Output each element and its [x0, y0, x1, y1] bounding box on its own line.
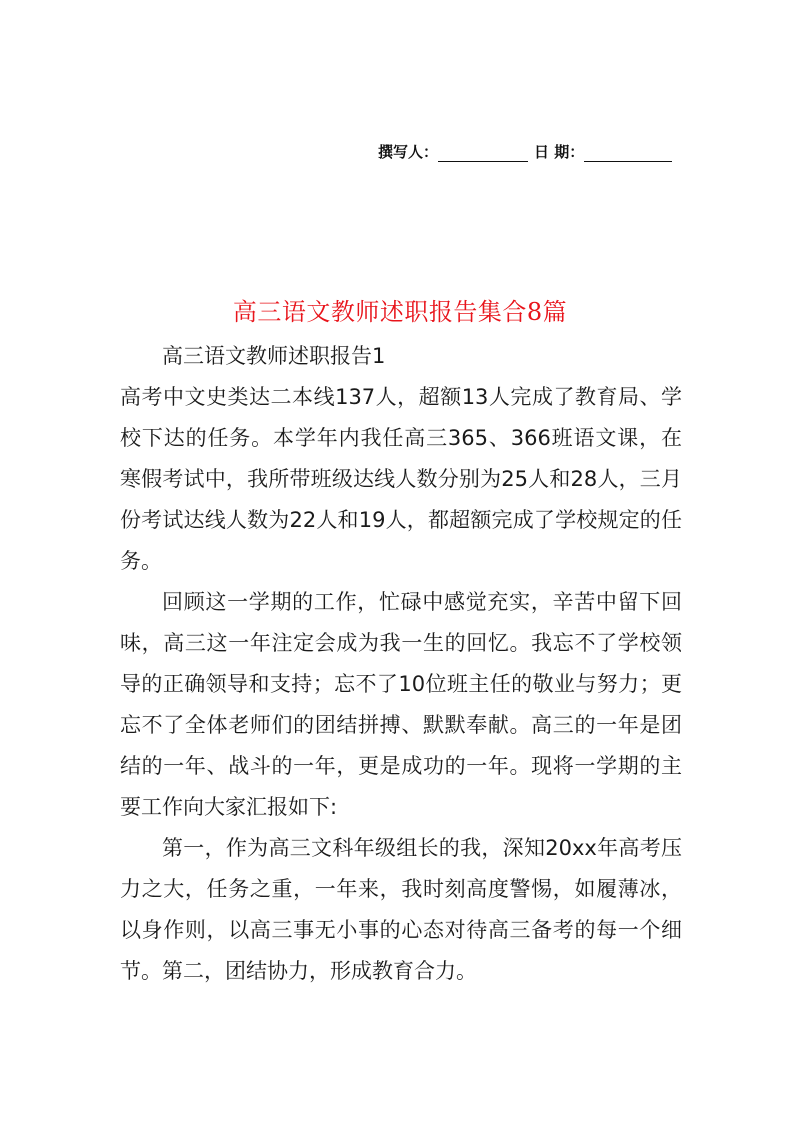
date-blank-line — [584, 143, 672, 162]
paragraph-1: 高考中文史类达二本线137人，超额13人完成了教育局、学校下达的任务。本学年内我任高三365、366班语文课，在寒假考试中，我所带班级达线人数分别为25人和28人，三月份考试达线人数为22人和19人，都超额完成了学校规定的任务。 — [120, 385, 682, 573]
document-title: 高三语文教师述职报告集合8篇 — [232, 298, 568, 326]
author-blank-line — [438, 143, 528, 162]
author-label: 撰写人： — [378, 143, 439, 161]
section-heading: 高三语文教师述职报告1 — [162, 344, 386, 368]
date-label: 日 期： — [534, 143, 585, 161]
paragraph-2: 回顾这一学期的工作，忙碌中感觉充实，辛苦中留下回味，高三这一年注定会成为我一生的回忆。我忘不了学校领导的正确领导和支持；忘不了10位班主任的敬业与努力；更忘不了全体老师们的团结拼搏、默默奉献。高三的一年是团结的一年、战斗的一年，更是成功的一年。现将一学期的主要工作向大家汇报如下: — [120, 590, 682, 819]
author-date-header — [378, 138, 688, 162]
paragraph-3: 第一，作为高三文科年级组长的我，深知20xx年高考压力之大，任务之重，一年来，我时刻高度警惕，如履薄冰，以身作则，以高三事无小事的心态对待高三备考的每一个细节。第二，团结协力，形成教育合力。 — [120, 836, 682, 983]
document-body — [120, 336, 682, 992]
